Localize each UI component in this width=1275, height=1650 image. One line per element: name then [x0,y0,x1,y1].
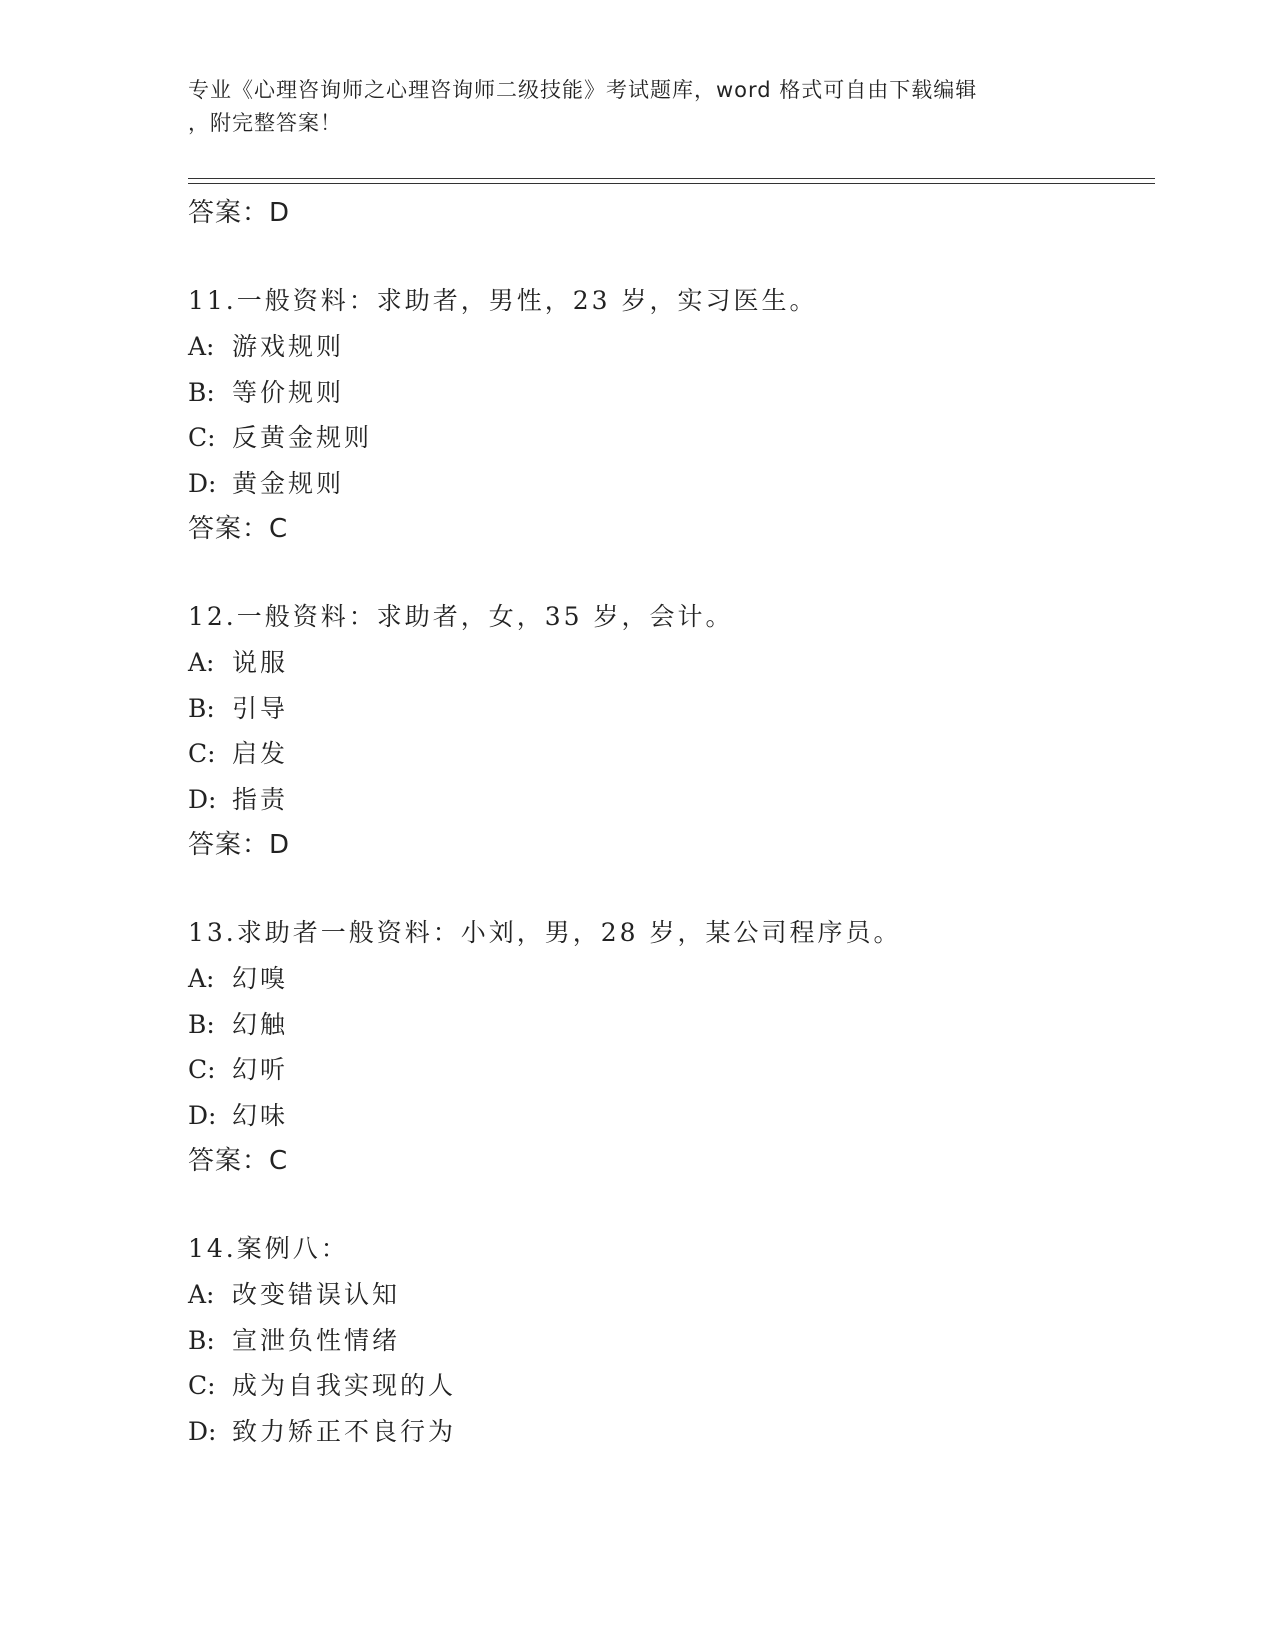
question-11 [188,278,1148,552]
option-text: 启发 [232,739,289,768]
question-stem: 11.一般资料：求助者，男性，23 岁，实习医生。 [188,286,818,315]
answer-line: 答案：D [188,198,291,228]
header-divider-bottom [188,183,1155,184]
option-b [188,370,1148,416]
option-text: 改变错误认知 [232,1280,401,1309]
option-key: C: [188,739,216,768]
answer-line: 答案：C [188,514,289,544]
option-text: 黄金规则 [232,468,345,498]
option-key: A: [188,964,215,993]
option-d [188,777,1148,823]
option-text: 幻触 [232,1009,289,1039]
option-b [188,686,1148,732]
document-header [188,74,1068,140]
option-a [188,640,1148,686]
option-text: 说服 [232,648,289,677]
option-b [188,1318,1148,1364]
option-key: D: [188,1100,217,1130]
option-text: 成为自我实现的人 [232,1371,457,1400]
option-key: A: [188,648,215,677]
option-c [188,415,1148,461]
option-d [188,1093,1148,1139]
option-text: 致力矫正不良行为 [232,1416,457,1446]
option-key: D: [188,784,217,814]
option-c [188,1363,1148,1409]
question-stem: 12.一般资料：求助者，女，35 岁，会计。 [188,602,734,631]
option-text: 宣泄负性情绪 [232,1325,401,1355]
option-text: 游戏规则 [232,332,345,361]
option-text: 引导 [232,693,289,723]
option-key: A: [188,1280,215,1309]
question-14 [188,1226,1148,1454]
option-text: 指责 [232,784,289,814]
option-d [188,461,1148,507]
header-line-1: 专业《心理咨询师之心理咨询师二级技能》考试题库，word 格式可自由下载编辑 [188,78,978,102]
option-b [188,1002,1148,1048]
option-text: 幻味 [232,1100,289,1130]
option-c [188,1047,1148,1093]
option-d [188,1409,1148,1455]
header-divider-top [188,178,1155,179]
option-key: C: [188,423,216,452]
option-text: 幻嗅 [232,964,289,993]
option-key: B: [188,377,215,407]
question-stem: 13.求助者一般资料：小刘，男，28 岁，某公司程序员。 [188,918,902,947]
option-a [188,324,1148,370]
option-key: A: [188,332,215,361]
option-text: 等价规则 [232,377,345,407]
option-key: B: [188,693,215,723]
option-key: C: [188,1371,216,1400]
option-key: D: [188,468,217,498]
answer-line: 答案：D [188,830,291,860]
answer-line: 答案：C [188,1146,289,1176]
question-12 [188,594,1148,868]
header-line-2: ，附完整答案！ [188,111,342,135]
question-13 [188,910,1148,1184]
option-key: D: [188,1416,217,1446]
option-text: 反黄金规则 [232,423,373,452]
option-a [188,1272,1148,1318]
option-key: B: [188,1009,215,1039]
option-a [188,956,1148,1002]
option-key: C: [188,1055,216,1084]
question-list [188,190,1148,1454]
option-key: B: [188,1325,215,1355]
option-c [188,731,1148,777]
question-stem: 14.案例八： [188,1234,349,1263]
option-text: 幻听 [232,1055,289,1084]
